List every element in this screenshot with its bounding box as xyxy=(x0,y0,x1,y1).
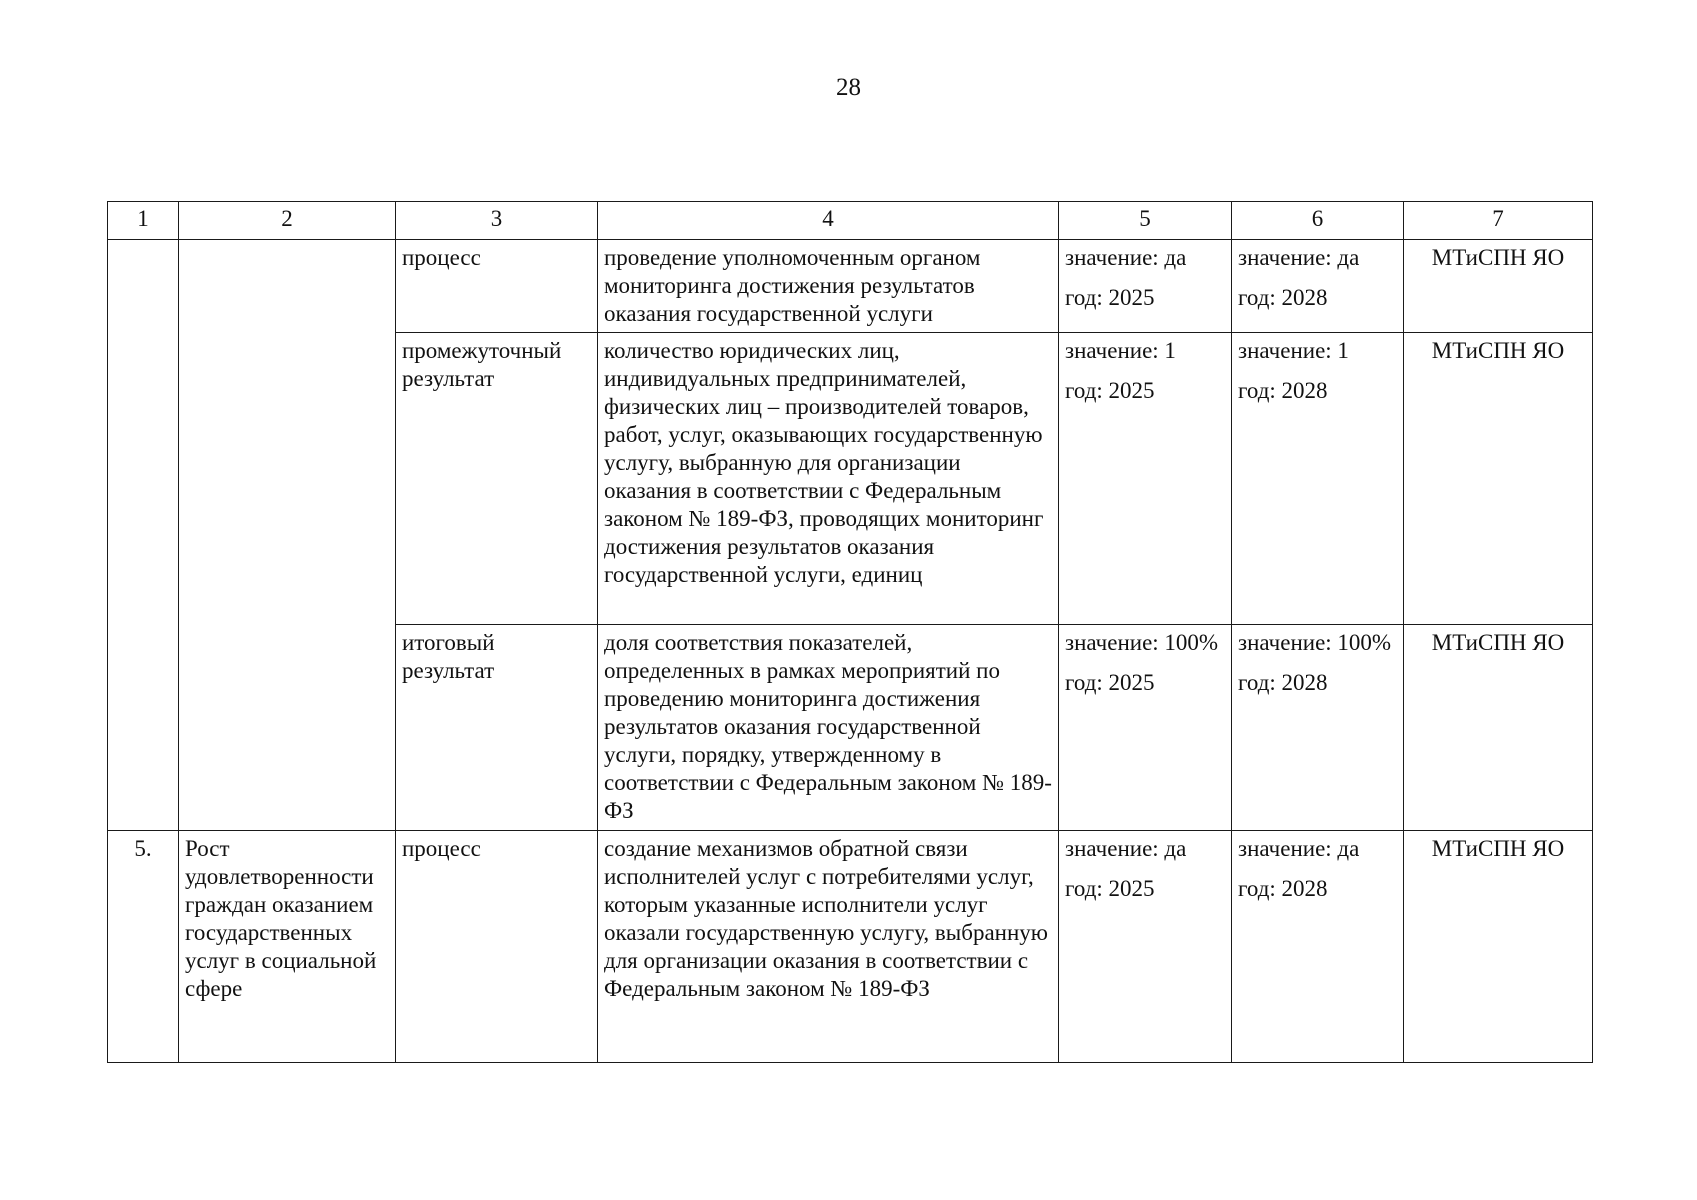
value-2028: значение: да xyxy=(1238,245,1360,270)
header-cell: 6 xyxy=(1232,202,1404,240)
header-cell: 2 xyxy=(179,202,396,240)
table-row xyxy=(108,240,1593,333)
year-2025: год: 2025 xyxy=(1065,670,1155,695)
indicator-description-cell: проведение уполномоченным органом мониторинга достижения результатов оказания государственной услуги xyxy=(598,240,1059,333)
indicator-type-cell: процесс xyxy=(396,240,598,333)
value-2025: значение: 1 xyxy=(1065,338,1176,363)
year-2028: год: 2028 xyxy=(1238,285,1328,310)
indicator-type-cell: процесс xyxy=(396,831,598,1063)
row-number-cell: 5. xyxy=(108,831,179,1063)
header-cell: 7 xyxy=(1404,202,1593,240)
value-2028: значение: да xyxy=(1238,836,1360,861)
responsible-cell: МТиСПН ЯО xyxy=(1404,831,1593,1063)
value-2028: значение: 100% xyxy=(1238,630,1392,655)
value-2025-cell xyxy=(1059,240,1232,333)
responsible-cell: МТиСПН ЯО xyxy=(1404,240,1593,333)
table-row xyxy=(108,831,1593,1063)
responsible-cell: МТиСПН ЯО xyxy=(1404,625,1593,831)
header-cell: 5 xyxy=(1059,202,1232,240)
year-2028: год: 2028 xyxy=(1238,876,1328,901)
year-2025: год: 2025 xyxy=(1065,378,1155,403)
year-2028: год: 2028 xyxy=(1238,670,1328,695)
indicator-type-cell: итоговый результат xyxy=(396,625,598,831)
goal-cell: Рост удовлетворенности граждан оказанием государственных услуг в социальной сфере xyxy=(179,831,396,1063)
indicator-description-cell: создание механизмов обратной связи исполнителей услуг с потребителями услуг, которым указанные исполнители услуг оказали государственную услугу, выбранную для организации оказания в соответствии с Федеральным законом № 189-ФЗ xyxy=(598,831,1059,1063)
value-2025: значение: да xyxy=(1065,245,1187,270)
indicator-description-cell: доля соответствия показателей, определенных в рамках мероприятий по проведению мониторинга достижения результатов оказания государственной услуги, порядку, утвержденному в соответствии с Федеральным законом № 189-ФЗ xyxy=(598,625,1059,831)
value-2025-cell xyxy=(1059,831,1232,1063)
value-2025-cell xyxy=(1059,333,1232,625)
table-header-row xyxy=(108,202,1593,240)
value-2025-cell xyxy=(1059,625,1232,831)
year-2028: год: 2028 xyxy=(1238,378,1328,403)
row-number-cell xyxy=(108,240,179,831)
value-2028-cell xyxy=(1232,625,1404,831)
responsible-cell: МТиСПН ЯО xyxy=(1404,333,1593,625)
header-cell: 1 xyxy=(108,202,179,240)
indicators-table xyxy=(107,201,1593,1063)
value-2028: значение: 1 xyxy=(1238,338,1349,363)
value-2028-cell xyxy=(1232,240,1404,333)
header-cell: 3 xyxy=(396,202,598,240)
indicator-type-cell: промежуточный результат xyxy=(396,333,598,625)
year-2025: год: 2025 xyxy=(1065,285,1155,310)
indicator-description-cell: количество юридических лиц, индивидуальных предпринимателей, физических лиц – производителей товаров, работ, услуг, оказывающих государственную услугу, выбранную для организации оказания в соответствии с Федеральным законом № 189-ФЗ, проводящих мониторинг достижения результатов оказания государственной услуги, единиц xyxy=(598,333,1059,625)
header-cell: 4 xyxy=(598,202,1059,240)
year-2025: год: 2025 xyxy=(1065,876,1155,901)
goal-cell xyxy=(179,240,396,831)
value-2025: значение: 100% xyxy=(1065,630,1219,655)
page-number: 28 xyxy=(836,74,861,101)
value-2028-cell xyxy=(1232,831,1404,1063)
value-2025: значение: да xyxy=(1065,836,1187,861)
value-2028-cell xyxy=(1232,333,1404,625)
